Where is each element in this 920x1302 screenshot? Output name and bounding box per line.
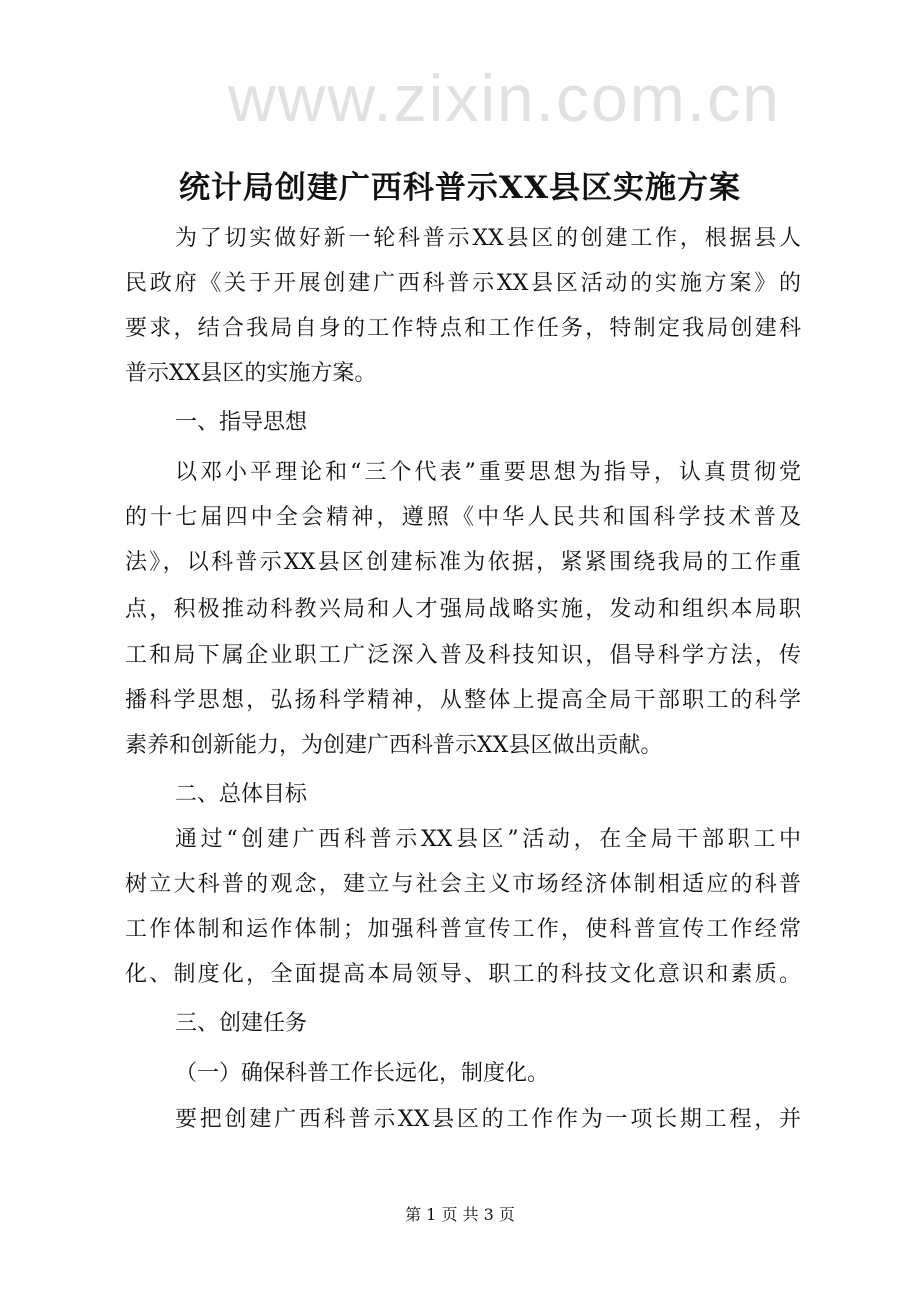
text-line: （一）确保科普工作长远化，制度化。 (175, 1061, 550, 1086)
text-line: 三、创建任务 (175, 1011, 308, 1036)
text-line: 素养和创新能力，为创建广西科普示XX县区做出贡献。 (125, 733, 663, 758)
text-line: 要求，结合我局自身的工作特点和工作任务，特制定我局创建科 (125, 316, 801, 341)
text-line: 为了切实做好新一轮科普示XX县区的创建工作，根据县人 (175, 226, 801, 251)
text-line: 普示XX县区的实施方案。 (125, 361, 377, 386)
text-line: 点，积极推动科教兴局和人才强局战略实施，发动和组织本局职 (125, 597, 801, 622)
text-line: 工和局下属企业职工广泛深入普及科技知识，倡导科学方法，传 (125, 643, 801, 668)
text-line: 化、制度化，全面提高本局领导、职工的科技文化意识和素质。 (125, 962, 801, 987)
text-line: 播科学思想，弘扬科学精神，从整体上提高全局干部职工的科学 (125, 688, 801, 713)
document-title: 统计局创建广西科普示XX县区实施方案 (178, 170, 742, 206)
text-line: 要把创建广西科普示XX县区的工作作为一项长期工程，并 (175, 1107, 801, 1132)
text-line: 民政府《关于开展创建广西科普示XX县区活动的实施方案》的 (125, 271, 801, 296)
page-footer: 第 1 页 共 3 页 (405, 1205, 515, 1224)
text-line: 法》，以科普示XX县区创建标准为依据，紧紧围绕我局的工作重 (125, 550, 801, 575)
text-line: 树立大科普的观念，建立与社会主义市场经济体制相适应的科普 (125, 872, 801, 897)
text-line: 工作体制和运作体制；加强科普宣传工作，使科普宣传工作经常 (125, 917, 801, 942)
text-line: 以邓小平理论和“三个代表”重要思想为指导，认真贯彻党 (175, 460, 801, 485)
text-line: 通过“创建广西科普示XX县区”活动，在全局干部职工中 (175, 827, 801, 852)
text-line: 的十七届四中全会精神，遵照《中华人民共和国科学技术普及 (125, 505, 801, 530)
text-line: 二、总体目标 (175, 782, 308, 807)
text-line: 一、指导思想 (175, 410, 308, 435)
watermark: www.zixin.com.cn (228, 61, 781, 135)
